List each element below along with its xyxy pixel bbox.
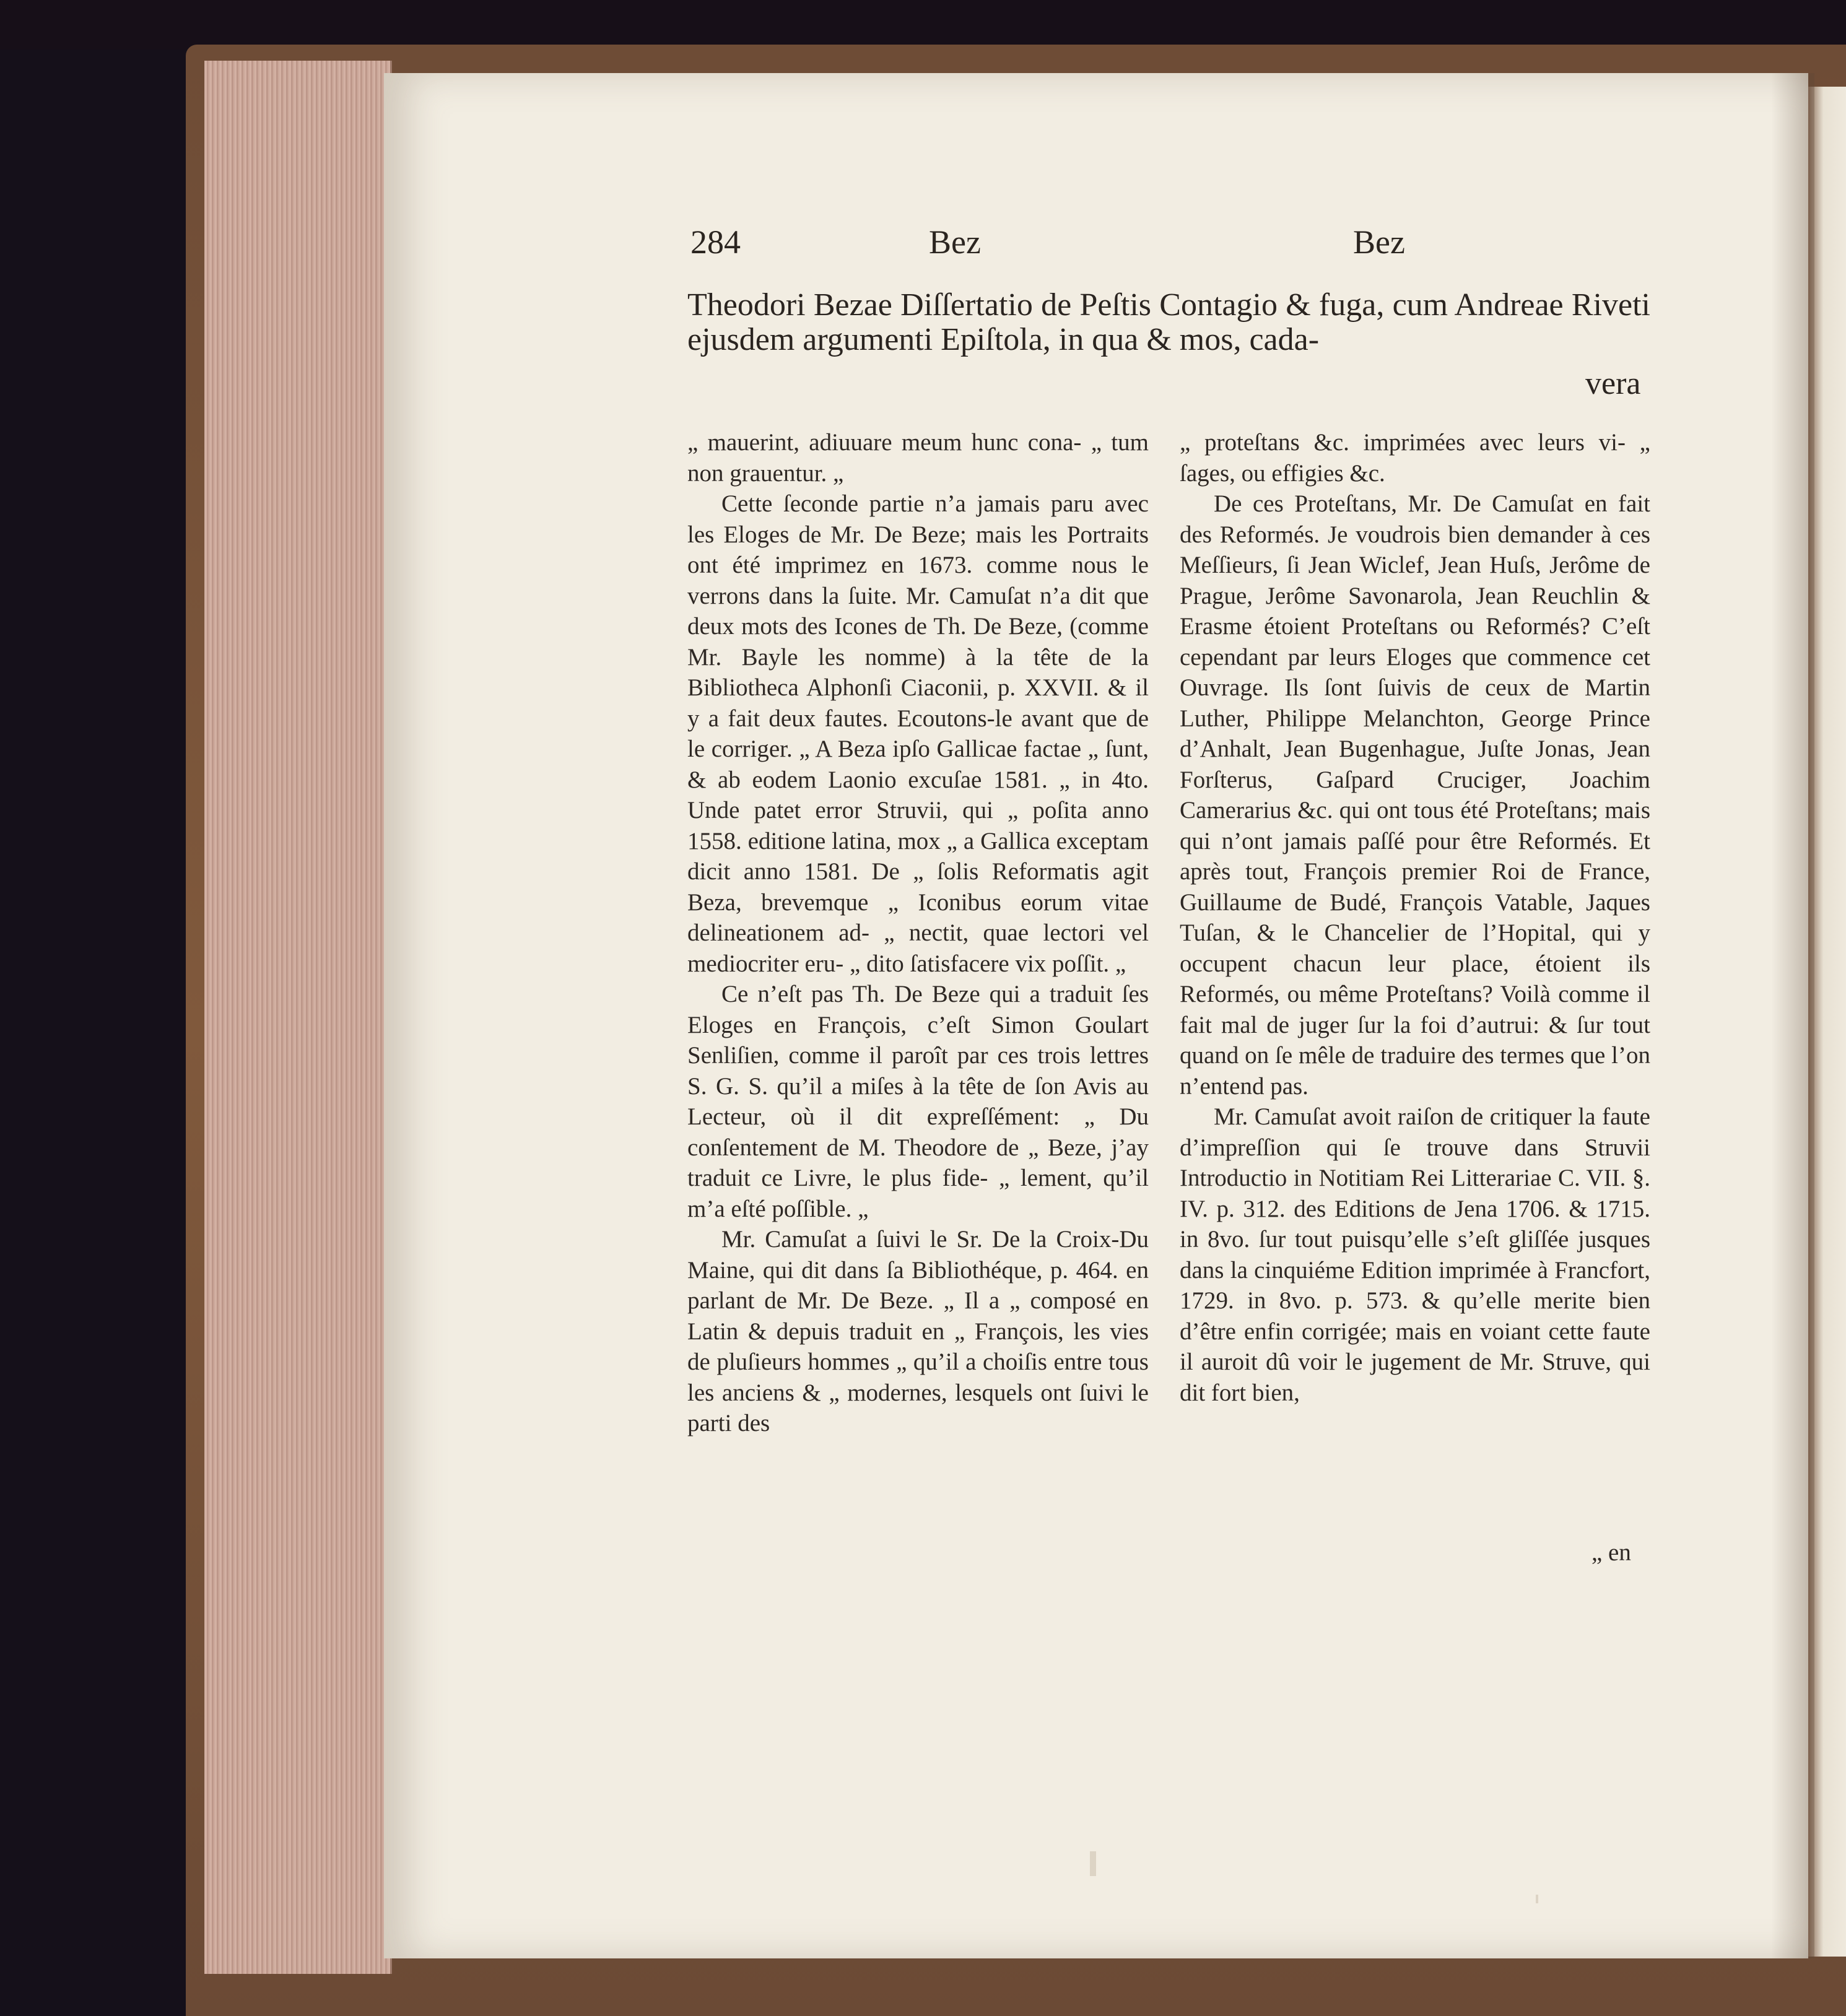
paper-speck [1536,1895,1538,1903]
page-edges [204,61,392,1974]
paragraph: De ces Proteſtans, Mr. De Camuſat en fait des Reformés. Je voudrois bien demander à ces Meſſieurs, ſi Jean Wiclef, Jean Huſs, Jerôme de Prague, Jerôme Savonarola, Jean Reuchlin & Erasme étoient Proteſtans ou Reformés? C’eſt cependant par leurs Eloges que commence cet Ouvrage. Ils ſont ſuivis de ceux de Martin Luther, Philippe Melanchton, George Prince d’Anhalt, Jean Bugenhague, Juſte Jonas, Jean Forſterus, Gaſpard Cruciger, Joachim Camerarius &c. qui ont tous été Proteſtans; mais qui n’ont jamais paſſé pour être Reformés. Et après tout, François premier Roi de France, Guillaume de Budé, François Vatable, Jaques Tuſan, & le Chancelier de l’Hopital, qui y occupent chacun leur place, étoient ils Reformés, ou même Proteſtans? Voilà comme il fait mal de juger ſur la foi d’autrui: & ſur tout quand on ſe mêle de traduire des termes que l’on n’entend pas. [1180,490,1650,1100]
left-column [687,427,1149,1439]
background-top [0,0,1846,50]
running-head-right: Bez [1353,224,1405,261]
paragraph: „ proteſtans &c. imprimées avec leurs vi- „ ſages, ou effigies &c. [1180,429,1650,487]
paragraph: Mr. Camuſat a ſuivi le Sr. De la Croix-Du Maine, qui dit dans ſa Bibliothéque, p. 464. en parlant de Mr. De Beze. „ Il a „ composé en Latin & depuis traduit en „ François, les vies de pluſieurs hommes „ qu’il a choiſis entre tous les anciens & „ modernes, lesquels ont ſuivi le parti des [687,1226,1149,1436]
right-column [1180,427,1650,1408]
paper-speck [1090,1851,1096,1876]
paragraph: Mr. Camuſat avoit raiſon de critiquer la faute d’impreſſion qui ſe trouve dans Struvii Introductio in Notitiam Rei Litterariae C. VII. §. IV. p. 312. des Editions de Jena 1706. & 1715. in 8vo. ſur tout puisqu’elle s’eſt gliſſée jusques dans la cinquiéme Edition imprimée à Francfort, 1729. in 8vo. p. 573. & qu’elle merite bien d’être enfin corrigée; mais en voiant cette faute il auroit dû voir le jugement de Mr. Struve, qui dit fort bien, [1180,1103,1650,1406]
background-left [0,50,204,2016]
entry-title: Theodori Bezae Diſſertatio de Peſtis Contagio & fuga, cum Andreae Riveti ejusdem argumenti Epiſtola, in qua & mos, cada- [687,287,1650,357]
paragraph: Cette ſeconde partie n’a jamais paru avec les Eloges de Mr. De Beze; mais les Portraits ont été imprimez en 1673. comme nous le verrons dans la ſuite. Mr. Camuſat n’a dit que deux mots des Icones de Th. De Beze, (comme Mr. Bayle les nomme) à la tête de la Bibliotheca Alphonſi Ciaconii, p. XXVII. & il y a fait deux fautes. Ecoutons-le avant que de le corriger. „ A Beza ipſo Gallicae factae „ ſunt, & ab eodem Laonio excuſae 1581. „ in 4to. Unde patet error Struvii, qui „ poſita anno 1558. editione latina, mox „ a Gallica exceptam dicit anno 1581. De „ ſolis Reformatis agit Beza, brevemque „ Iconibus eorum vitae delineationem ad- „ nectit, quae lectori vel mediocriter eru- „ dito ſatisfacere vix poſſit. „ [687,490,1149,977]
paragraph: Ce n’eſt pas Th. De Beze qui a traduit ſes Eloges en François, c’eſt Simon Goulart Senliſien, comme il paroît par ces trois lettres S. G. S. qu’il a miſes à la tête de ſon Avis au Lecteur, où il dit expreſſément: „ Du conſentement de M. Theodore de „ Beze, j’ay traduit ce Livre, le plus fide- „ lement, qu’il m’a eſté poſſible. „ [687,981,1149,1222]
paragraph: „ mauerint, adiuuare meum hunc cona- „ tum non grauentur. „ [687,429,1149,487]
page-number: 284 [690,224,741,261]
running-head-left: Bez [929,224,981,261]
entry-title-end: vera [1585,366,1641,401]
catchword: „ en [1591,1539,1631,1566]
page-gutter [1771,73,1814,1958]
